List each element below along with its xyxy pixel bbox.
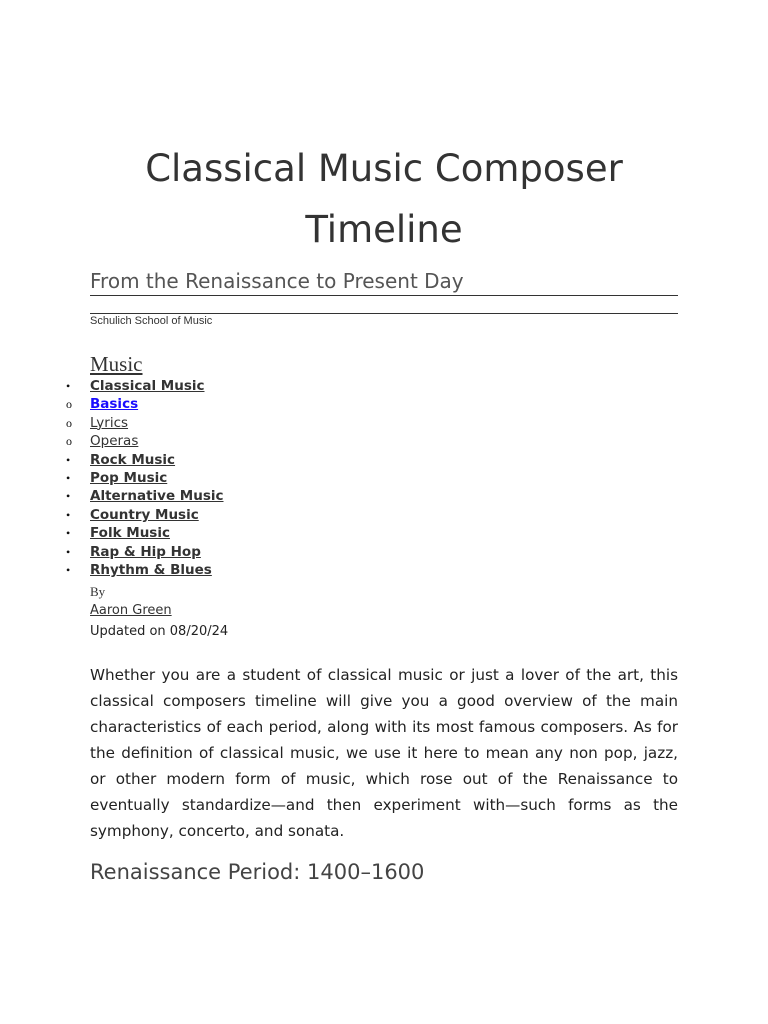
nav-link-rap-hip-hop[interactable]: Rap & Hip Hop bbox=[90, 543, 201, 560]
page-subtitle: From the Renaissance to Present Day bbox=[90, 267, 678, 296]
nav-link-rock-music[interactable]: Rock Music bbox=[90, 451, 176, 468]
nav-item bbox=[0, 432, 768, 450]
page-title: Classical Music Composer Timeline bbox=[145, 147, 623, 251]
nav-link-lyrics[interactable]: Lyrics bbox=[90, 414, 129, 431]
nav-link-rhythm-blues[interactable]: Rhythm & Blues bbox=[90, 561, 212, 578]
byline-label: By bbox=[90, 584, 106, 599]
intro-paragraph: Whether you are a student of classical music or just a lover of the art, this classical composers timeline will give you a good overview of the main characteristics of each period, along with its most famous composers. As for the definition of classical music, we use it here to mean any non pop, jazz, or other modern form of music, which rose out of the Renaissance to eventually standardize—and then experiment with—such forms as the symphony, concerto, and sonata. bbox=[90, 666, 678, 840]
nav-link-classical-music[interactable]: Classical Music bbox=[90, 378, 205, 394]
nav-link-pop-music[interactable]: Pop Music bbox=[90, 469, 168, 486]
nav-item bbox=[0, 561, 768, 579]
nav-item bbox=[0, 524, 768, 542]
bullet-marker: • bbox=[66, 470, 71, 485]
nav-link-folk-music[interactable]: Folk Music bbox=[90, 525, 170, 542]
music-nav-list bbox=[0, 377, 768, 579]
nav-link-basics[interactable]: Basics bbox=[90, 396, 139, 413]
bullet-marker: • bbox=[66, 379, 71, 393]
nav-heading-music[interactable]: Music bbox=[90, 352, 143, 376]
nav-link-alternative-music[interactable]: Alternative Music bbox=[90, 488, 224, 505]
divider bbox=[90, 313, 678, 314]
bullet-marker: o bbox=[66, 434, 72, 449]
nav-link-operas[interactable]: Operas bbox=[90, 433, 139, 450]
nav-item bbox=[0, 543, 768, 561]
nav-link-country-music[interactable]: Country Music bbox=[90, 506, 199, 523]
nav-item bbox=[0, 469, 768, 487]
bullet-marker: • bbox=[66, 489, 71, 504]
bullet-marker: • bbox=[66, 562, 71, 577]
bullet-marker: o bbox=[66, 415, 72, 430]
source-credit: Schulich School of Music bbox=[90, 315, 213, 327]
nav-item bbox=[0, 377, 768, 395]
bullet-marker: o bbox=[66, 397, 72, 412]
bullet-marker: • bbox=[66, 507, 71, 522]
updated-date: Updated on 08/20/24 bbox=[90, 624, 229, 639]
section-heading: Renaissance Period: 1400–1600 bbox=[90, 860, 425, 884]
bullet-marker: • bbox=[66, 526, 71, 541]
nav-item bbox=[0, 395, 768, 413]
author-link[interactable]: Aaron Green bbox=[90, 603, 172, 618]
nav-item bbox=[0, 487, 768, 505]
nav-item bbox=[0, 451, 768, 469]
bullet-marker: • bbox=[66, 544, 71, 559]
nav-item bbox=[0, 506, 768, 524]
bullet-marker: • bbox=[66, 452, 71, 467]
nav-item bbox=[0, 414, 768, 432]
